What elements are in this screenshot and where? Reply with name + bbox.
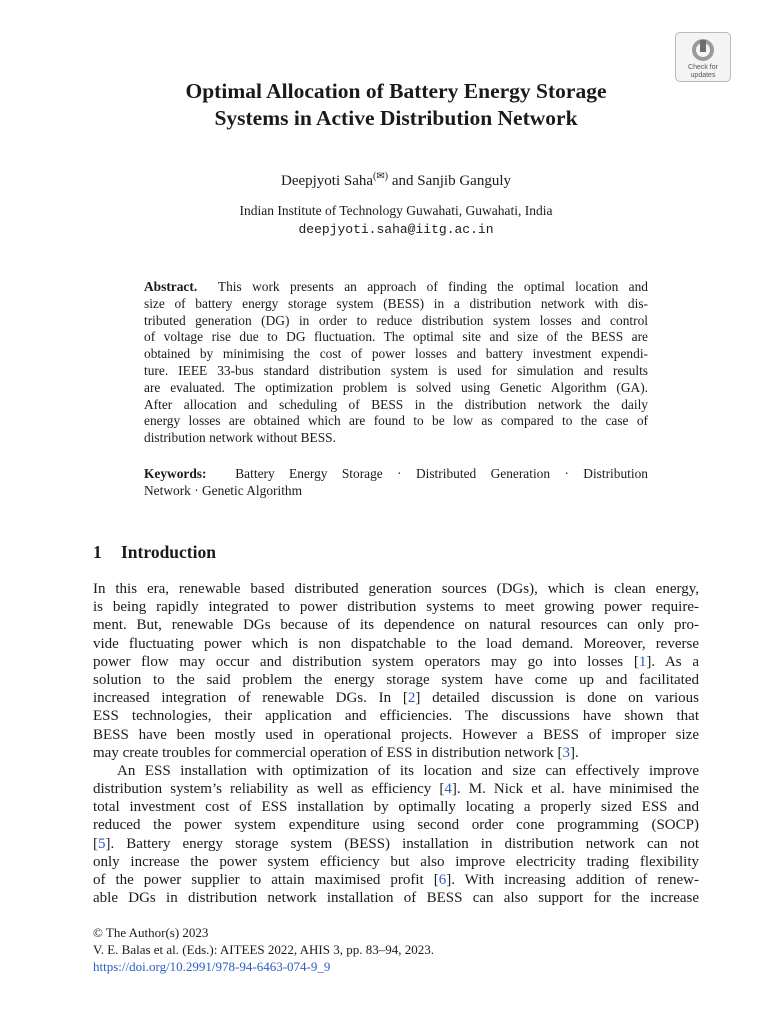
body-line: In this era, renewable based distributed generation sources (DGs), which is clean energy,	[93, 581, 699, 597]
keywords-label: Keywords:	[144, 466, 207, 481]
text-run: distribution system’s reliability as well as efficiency [	[93, 781, 445, 798]
body-line: reduced the power system expenditure using second order cone programming (SOCP)	[93, 817, 699, 834]
copyright-notice: © The Author(s) 2023	[93, 925, 209, 940]
body-line: ment. But, renewable DGs because of its dependence on natural resources can only pro-	[93, 617, 699, 634]
text-run: [	[93, 835, 98, 852]
abstract-line: After allocation and scheduling of BESS in the distribution network the daily	[144, 396, 648, 412]
body-line: vide fluctuating power which is non dispatchable to the load demand. Moreover, reverse	[93, 635, 699, 652]
badge-label-line2: updates	[690, 72, 716, 79]
citation-link[interactable]: 6	[438, 872, 447, 888]
body-text	[93, 580, 699, 907]
abstract-label: Abstract.	[144, 279, 198, 294]
doi-link[interactable]: https://doi.org/10.2991/978-94-6463-074-9_9	[93, 959, 331, 974]
check-for-updates-icon	[690, 37, 716, 63]
text-run: ].	[569, 744, 579, 761]
body-line: total investment cost of ESS installation by optimally locating a properly sized ESS and	[93, 799, 699, 816]
text-run: ]. As a	[646, 653, 699, 670]
citation-link[interactable]: 5	[98, 835, 106, 852]
text-run: ]. Battery energy storage system (BESS) installation in distribution network can not	[105, 835, 699, 852]
body-line	[93, 689, 699, 707]
corresponding-author-mark: (✉)	[373, 171, 389, 182]
badge-label-line1: Check for	[688, 64, 718, 71]
keywords	[144, 466, 648, 500]
body-line	[93, 744, 699, 762]
citation-link[interactable]: 4	[444, 781, 452, 798]
body-line: solution to the said problem the energy storage system have come up and facilitated	[93, 671, 699, 688]
body-line: BESS have been mostly used in operational projects. However a BESS of improper size	[93, 726, 699, 743]
section-heading	[93, 541, 216, 563]
keywords-text: Battery Energy Storage · Distributed Generation · Distribution	[235, 466, 649, 481]
paper-title	[90, 78, 702, 132]
author-email[interactable]: deepjyoti.saha@iitg.ac.in	[298, 222, 494, 237]
body-line: ESS technologies, their application and efficiencies. The discussions have shown that	[93, 708, 699, 725]
text-run: may create troubles for commercial operation of ESS in distribution network [	[93, 744, 563, 761]
abstract-line: tributed generation (DG) in order to reduce distribution system losses and control	[144, 312, 648, 328]
body-line	[93, 871, 699, 889]
body-line: An ESS installation with optimization of its location and size can effectively improve	[117, 762, 699, 779]
abstract-line: energy losses are obtained which are found to be low as compared to the case of	[144, 413, 648, 429]
author-1: Deepjyoti Saha	[280, 173, 374, 189]
abstract-line: obtained by minimising the cost of power losses and battery investment expendi-	[144, 346, 648, 362]
author-list	[90, 168, 702, 190]
footer	[93, 924, 434, 975]
body-line	[93, 780, 699, 798]
body-line: only increase the power system efficiency but also improve electricity trading flexibility	[93, 853, 699, 870]
title-line-2: Systems in Active Distribution Network	[214, 106, 578, 130]
abstract-line: size of battery energy storage system (BESS) in a distribution network with dis-	[144, 295, 648, 311]
body-line: able DGs in distribution network installation of BESS can also support for the increase	[93, 890, 699, 907]
body-line: is being rapidly integrated to power distribution systems to meet growing power require-	[93, 599, 699, 616]
affiliation: Indian Institute of Technology Guwahati, Guwahati, India	[239, 203, 553, 218]
body-line	[93, 653, 699, 671]
keywords-line: Network · Genetic Algorithm	[144, 482, 303, 498]
abstract-text: This work presents an approach of finding the optimal location and	[217, 279, 648, 294]
check-for-updates-badge[interactable]	[675, 32, 731, 82]
title-line-1: Optimal Allocation of Battery Energy Storage	[185, 79, 607, 103]
abstract-line: distribution network without BESS.	[144, 430, 336, 446]
abstract-line: of voltage rise due to DG fluctuation. The optimal site and size of the BESS are	[144, 329, 648, 345]
citation-link[interactable]: 1	[638, 653, 647, 670]
section-title: Introduction	[121, 542, 216, 562]
author-connector: and	[388, 173, 418, 189]
keywords-line	[144, 466, 648, 483]
citation-link[interactable]: 2	[407, 690, 416, 707]
text-run: of the power supplier to attain maximised profit [	[93, 872, 439, 888]
abstract-line: are evaluated. The optimization problem is solved using Genetic Algorithm (GA).	[144, 379, 648, 395]
citation-link[interactable]: 3	[562, 744, 570, 761]
section-number: 1	[93, 542, 102, 562]
abstract-line	[144, 279, 648, 296]
text-run: power flow may occur and distribution system operators may go into losses [	[93, 653, 639, 670]
abstract-line: ture. IEEE 33-bus standard distribution system is used for simulation and results	[144, 362, 648, 378]
text-run: ]. With increasing addition of renew-	[446, 872, 699, 888]
author-2: Sanjib Ganguly	[417, 173, 512, 189]
abstract	[144, 279, 648, 447]
text-run: ]. M. Nick et al. have minimised the	[451, 781, 699, 798]
text-run: increased integration of renewable DGs. In [	[93, 690, 408, 707]
text-run: ] detailed discussion is done on various	[415, 690, 699, 707]
body-line	[93, 835, 699, 853]
publication-citation: V. E. Balas et al. (Eds.): AITEES 2022, AHIS 3, pp. 83–94, 2023.	[93, 942, 434, 957]
